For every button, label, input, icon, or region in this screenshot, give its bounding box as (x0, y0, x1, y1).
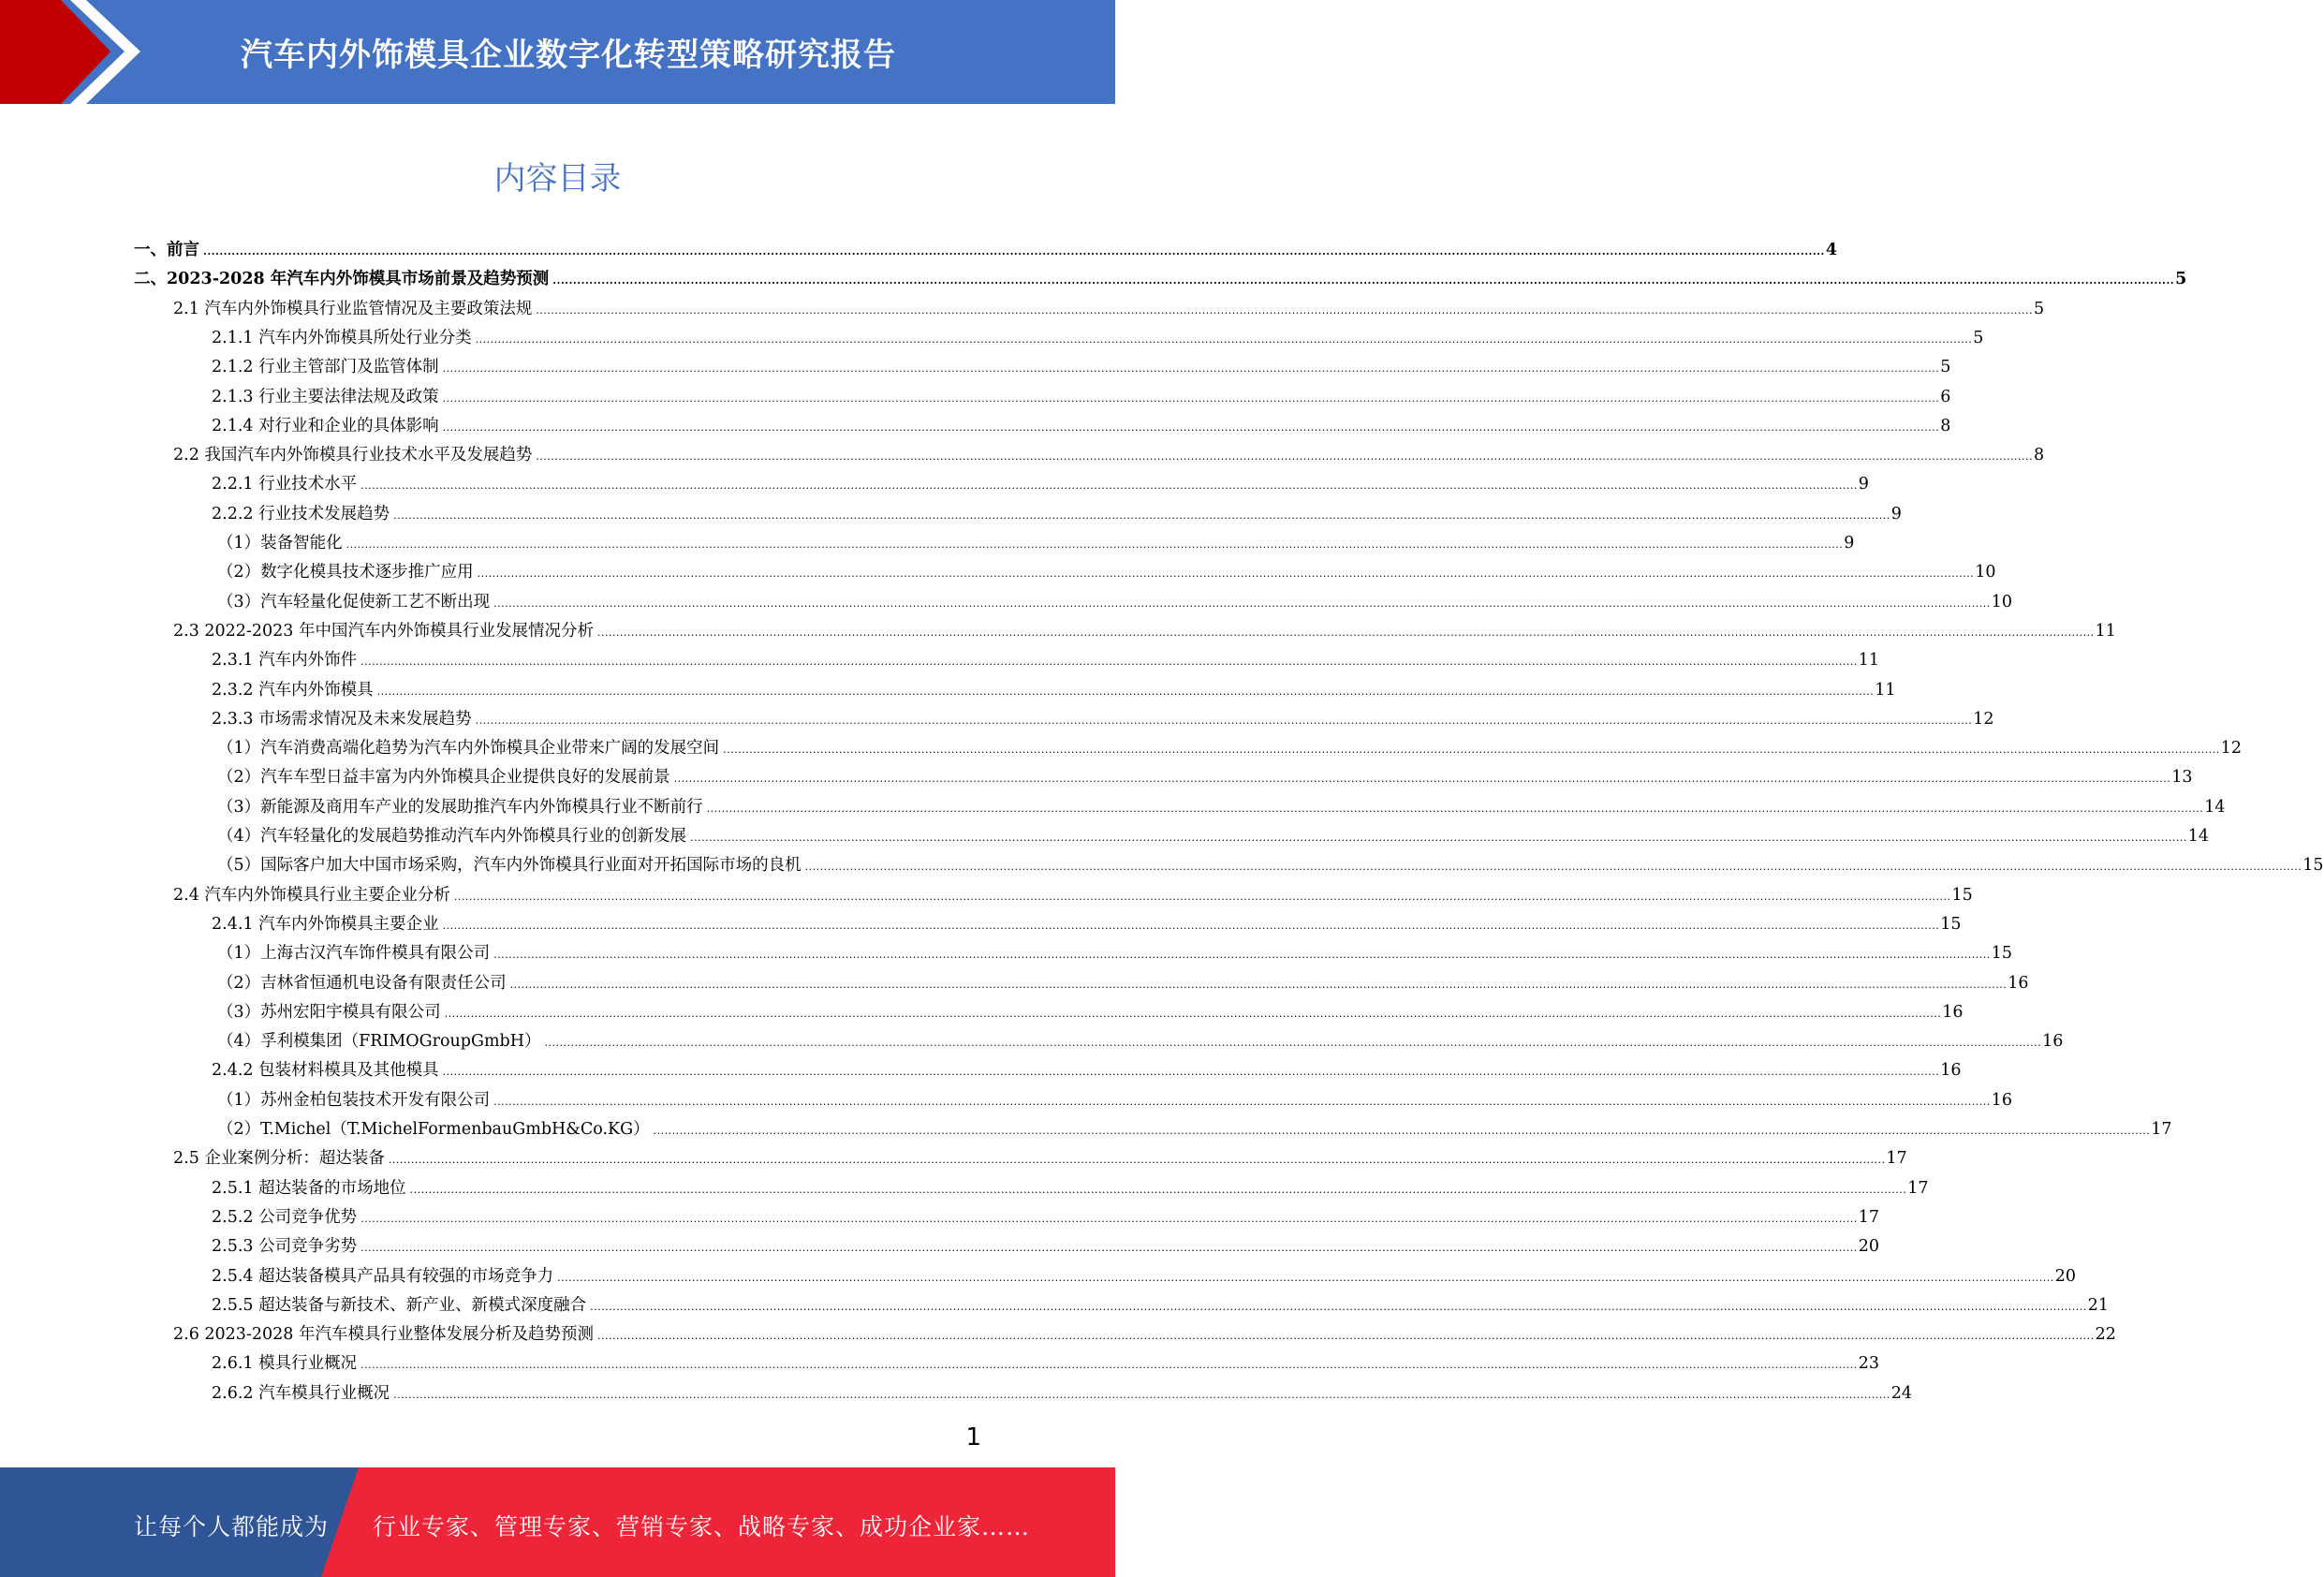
toc-leader-dots: ................................................................................................................................................................................................................................................................................................................................................................................................................ (360, 1359, 1858, 1372)
toc-entry-page: 8 (2034, 446, 2045, 465)
toc-leader-dots: ................................................................................................................................................................................................................................................................................................................................................................................................................ (590, 1300, 2087, 1313)
toc-entry-page: 20 (1858, 1237, 1880, 1257)
toc-leader-dots: ................................................................................................................................................................................................................................................................................................................................................................................................................ (706, 802, 2204, 815)
toc-leader-dots: ................................................................................................................................................................................................................................................................................................................................................................................................................ (804, 861, 2302, 874)
toc-leader-dots: ................................................................................................................................................................................................................................................................................................................................................................................................................ (393, 1388, 1890, 1401)
toc-entry[interactable] (217, 1087, 2013, 1110)
toc-entry-page: 11 (2095, 621, 2116, 641)
toc-entry[interactable] (212, 677, 1896, 700)
toc-entry-title: 2.4 汽车内外饰模具行业主要企业分析 (173, 885, 450, 905)
toc-entry-page: 15 (2302, 856, 2324, 876)
toc-entry-title: （2）数字化模具技术逐步推广应用 (217, 563, 474, 582)
toc-entry-page: 15 (1991, 944, 2013, 964)
toc-entry-page: 20 (2054, 1266, 2077, 1286)
toc-entry[interactable] (212, 471, 1869, 494)
toc-entry-title: （5）国际客户加大中国市场采购，汽车内外饰模具行业面对开拓国际市场的良机 (217, 856, 802, 876)
toc-leader-dots: ................................................................................................................................................................................................................................................................................................................................................................................................................ (346, 538, 1844, 551)
toc-entry[interactable] (217, 735, 2243, 759)
toc-entry-page: 15 (1940, 914, 1962, 934)
toc-entry-page: 15 (1951, 885, 1973, 905)
toc-entry-page: 17 (1886, 1149, 1907, 1169)
toc-entry-title: （4）汽车轻量化的发展趋势推动汽车内外饰模具行业的创新发展 (217, 827, 687, 846)
toc-leader-dots: ................................................................................................................................................................................................................................................................................................................................................................................................................ (360, 1242, 1858, 1255)
toc-entry-title: 2.1.3 行业主要法律法规及政策 (212, 387, 439, 406)
toc-entry-title: 2.5 企业案例分析：超达装备 (173, 1149, 385, 1169)
toc-entry[interactable] (212, 911, 1962, 934)
toc-entry-page: 16 (1940, 1061, 1962, 1081)
toc-entry[interactable] (212, 384, 1951, 406)
toc-entry-page: 9 (1844, 534, 1855, 553)
toc-leader-dots: ................................................................................................................................................................................................................................................................................................................................................................................................................ (409, 1183, 1907, 1196)
toc-entry-title: 2.1.2 行业主管部门及监管体制 (212, 358, 439, 377)
toc-entry[interactable] (212, 647, 1880, 671)
toc-heading: 内容目录 (493, 160, 622, 198)
toc-entry-page: 17 (2151, 1120, 2172, 1139)
page-number: 1 (965, 1423, 981, 1452)
toc-entry[interactable] (212, 1350, 1880, 1374)
toc-entry-title: （3）汽车轻量化促使新工艺不断出现 (217, 592, 491, 612)
toc-entry[interactable] (212, 354, 1951, 377)
toc-leader-dots: ................................................................................................................................................................................................................................................................................................................................................................................................................ (393, 508, 1890, 522)
toc-entry-title: 2.6.1 模具行业概况 (212, 1354, 358, 1374)
toc-entry-title: 2.3 2022-2023 年中国汽车内外饰模具行业发展情况分析 (173, 621, 594, 641)
toc-entry-title: 2.5.2 公司竞争优势 (212, 1207, 358, 1227)
toc-entry-title: 2.1 汽车内外饰模具行业监管情况及主要政策法规 (173, 299, 533, 318)
toc-leader-dots: ................................................................................................................................................................................................................................................................................................................................................................................................................ (444, 1007, 1942, 1020)
toc-leader-dots: ................................................................................................................................................................................................................................................................................................................................................................................................................ (536, 450, 2034, 464)
footer-slogan-right: 行业专家、管理专家、营销专家、战略专家、成功企业家…… (373, 1513, 1031, 1540)
toc-entry-page: 16 (1991, 1090, 2013, 1110)
toc-entry-page: 12 (2220, 739, 2243, 759)
toc-entry-title: （2）汽车车型日益丰富为内外饰模具企业提供良好的发展前景 (217, 768, 670, 788)
toc-entry-page: 13 (2171, 768, 2193, 788)
toc-leader-dots: ................................................................................................................................................................................................................................................................................................................................................................................................................ (690, 832, 2187, 844)
toc-entry[interactable] (217, 823, 2210, 846)
toc-entry[interactable] (217, 589, 2013, 612)
toc-leader-dots: ................................................................................................................................................................................................................................................................................................................................................................................................................ (360, 656, 1858, 669)
toc-entry[interactable] (212, 1292, 2110, 1315)
toc-entry[interactable] (212, 1175, 1929, 1198)
toc-leader-dots: ................................................................................................................................................................................................................................................................................................................................................................................................................ (493, 1095, 1991, 1108)
toc-entry-page: 9 (1858, 475, 1869, 494)
toc-entry-title: 2.5.3 公司竞争劣势 (212, 1237, 358, 1257)
toc-entry[interactable] (217, 940, 2013, 964)
toc-entry[interactable] (212, 501, 1902, 523)
toc-entry-page: 11 (1875, 680, 1896, 700)
toc-leader-dots: ................................................................................................................................................................................................................................................................................................................................................................................................................ (376, 685, 1875, 698)
toc-entry[interactable] (173, 882, 1973, 905)
toc-entry-title: 一、前言 (134, 241, 199, 259)
toc-entry-page: 6 (1940, 387, 1951, 406)
footer-slogan-left: 让每个人都能成为 (134, 1513, 330, 1540)
toc-entry-page: 16 (2042, 1032, 2064, 1052)
toc-entry[interactable] (212, 1263, 2077, 1286)
toc-entry[interactable] (217, 999, 1964, 1022)
toc-entry-title: 2.3.1 汽车内外饰件 (212, 651, 358, 671)
toc-entry-title: （1）上海古汉汽车饰件模具有限公司 (217, 944, 491, 964)
toc-entry-page: 10 (1975, 563, 1996, 582)
toc-entry-page: 5 (2175, 270, 2187, 289)
toc-entry-page: 8 (1940, 416, 1951, 435)
toc-entry[interactable] (217, 970, 2029, 993)
toc-entry-title: 2.3.2 汽车内外饰模具 (212, 680, 374, 700)
toc-entry-title: 2.5.5 超达装备与新技术、新产业、新模式深度融合 (212, 1295, 587, 1315)
toc-entry-page: 23 (1858, 1354, 1880, 1374)
toc-entry-title: （3）新能源及商用车产业的发展助推汽车内外饰模具行业不断前行 (217, 797, 703, 817)
toc-leader-dots: ................................................................................................................................................................................................................................................................................................................................................................................................................ (388, 1154, 1886, 1167)
toc-leader-dots: ................................................................................................................................................................................................................................................................................................................................................................................................................ (536, 303, 2034, 317)
toc-entry-page: 22 (2095, 1325, 2116, 1345)
toc-entry[interactable] (217, 852, 2324, 876)
toc-entry-title: 2.1.1 汽车内外饰模具所处行业分类 (212, 328, 472, 347)
toc-entry-page: 14 (2187, 827, 2210, 846)
toc-entry-page: 4 (1825, 241, 1838, 259)
toc-entry-title: 2.6.2 汽车模具行业概况 (212, 1383, 390, 1403)
toc-leader-dots: ................................................................................................................................................................................................................................................................................................................................................................................................................ (203, 245, 1825, 258)
toc-leader-dots: ................................................................................................................................................................................................................................................................................................................................................................................................................ (552, 274, 2175, 287)
toc-entry-page: 16 (2008, 973, 2029, 993)
toc-entry[interactable] (212, 325, 1984, 347)
toc-entry[interactable] (212, 706, 1994, 729)
toc-entry[interactable] (212, 1233, 1880, 1257)
toc-entry-page: 5 (1973, 328, 1984, 347)
toc-entry-page: 5 (1940, 358, 1951, 377)
toc-entry-title: 2.3.3 市场需求情况及未来发展趋势 (212, 709, 472, 729)
toc-entry-title: 二、2023-2028 年汽车内外饰模具市场前景及趋势预测 (134, 270, 550, 289)
toc-leader-dots: ................................................................................................................................................................................................................................................................................................................................................................................................................ (442, 420, 1940, 434)
toc-entry[interactable] (217, 559, 1996, 582)
toc-entry[interactable] (217, 1116, 2172, 1139)
toc-entry-title: 2.2.2 行业技术发展趋势 (212, 504, 390, 523)
toc-entry-page: 10 (1991, 592, 2013, 612)
toc-entry[interactable] (134, 237, 1838, 259)
toc-entry-page: 17 (1907, 1178, 1929, 1198)
toc-entry[interactable] (173, 1145, 1907, 1169)
toc-entry-title: （3）苏州宏阳宇模具有限公司 (217, 1002, 441, 1022)
toc-entry[interactable] (217, 764, 2193, 788)
toc-leader-dots: ................................................................................................................................................................................................................................................................................................................................................................................................................ (475, 332, 1973, 346)
toc-leader-dots: ................................................................................................................................................................................................................................................................................................................................................................................................................ (442, 919, 1940, 932)
toc-entry-page: 14 (2204, 797, 2226, 817)
toc-entry-page: 5 (2034, 299, 2045, 318)
toc-entry-title: 2.6 2023-2028 年汽车模具行业整体发展分析及趋势预测 (173, 1325, 594, 1345)
toc-entry[interactable] (217, 530, 1855, 553)
toc-leader-dots: ................................................................................................................................................................................................................................................................................................................................................................................................................ (673, 773, 2171, 786)
toc-entry-title: （2）吉林省恒通机电设备有限责任公司 (217, 973, 507, 993)
toc-entry[interactable] (217, 1028, 2064, 1052)
toc-entry[interactable] (173, 1321, 2116, 1345)
toc-entry-title: 2.4.2 包装材料模具及其他模具 (212, 1061, 439, 1081)
toc-entry-title: 2.5.4 超达装备模具产品具有较强的市场竞争力 (212, 1266, 554, 1286)
toc-entry[interactable] (173, 296, 2045, 318)
toc-entry[interactable] (134, 266, 2187, 289)
toc-leader-dots: ................................................................................................................................................................................................................................................................................................................................................................................................................ (493, 597, 1991, 610)
toc-leader-dots: ................................................................................................................................................................................................................................................................................................................................................................................................................ (360, 1212, 1858, 1225)
toc-entry-title: 2.2 我国汽车内外饰模具行业技术水平及发展趋势 (173, 446, 533, 465)
toc-entry-title: （1）装备智能化 (217, 534, 343, 553)
toc-leader-dots: ................................................................................................................................................................................................................................................................................................................................................................................................................ (453, 890, 1951, 903)
toc-entry[interactable] (212, 1380, 1913, 1403)
report-title: 汽车内外饰模具企业数字化转型策略研究报告 (241, 37, 896, 74)
toc-entry[interactable] (212, 413, 1951, 435)
toc-leader-dots: ................................................................................................................................................................................................................................................................................................................................................................................................................ (360, 479, 1858, 493)
toc-entry-page: 12 (1973, 709, 1994, 729)
toc-leader-dots: ................................................................................................................................................................................................................................................................................................................................................................................................................ (544, 1037, 2042, 1050)
toc-entry-title: 2.4.1 汽车内外饰模具主要企业 (212, 914, 439, 934)
toc-entry-page: 24 (1890, 1383, 1913, 1403)
toc-entry-title: 2.5.1 超达装备的市场地位 (212, 1178, 406, 1198)
toc-entry[interactable] (173, 618, 2116, 641)
toc-leader-dots: ................................................................................................................................................................................................................................................................................................................................................................................................................ (596, 1330, 2095, 1343)
toc-leader-dots: ................................................................................................................................................................................................................................................................................................................................................................................................................ (653, 1125, 2151, 1137)
toc-entry-title: 2.1.4 对行业和企业的具体影响 (212, 416, 439, 435)
toc-entry-page: 9 (1890, 504, 1902, 523)
toc-entry-page: 11 (1858, 651, 1880, 671)
toc-leader-dots: ................................................................................................................................................................................................................................................................................................................................................................................................................ (557, 1271, 2054, 1284)
toc-leader-dots: ................................................................................................................................................................................................................................................................................................................................................................................................................ (596, 626, 2095, 639)
toc-entry-page: 17 (1858, 1207, 1880, 1227)
toc-entry[interactable] (217, 794, 2226, 817)
toc-entry[interactable] (212, 1057, 1962, 1081)
toc-leader-dots: ................................................................................................................................................................................................................................................................................................................................................................................................................ (442, 362, 1940, 376)
toc-entry[interactable] (212, 1204, 1880, 1227)
toc-leader-dots: ................................................................................................................................................................................................................................................................................................................................................................................................................ (442, 391, 1940, 405)
toc-leader-dots: ................................................................................................................................................................................................................................................................................................................................................................................................................ (509, 978, 2008, 991)
toc-leader-dots: ................................................................................................................................................................................................................................................................................................................................................................................................................ (723, 744, 2220, 757)
toc-entry-page: 16 (1942, 1002, 1964, 1022)
toc-entry-title: （2）T.Michel（T.MichelFormenbauGmbH&Co.KG） (217, 1120, 650, 1139)
toc-entry-title: （1）汽车消费高端化趋势为汽车内外饰模具企业带来广阔的发展空间 (217, 739, 720, 759)
toc-entry-title: （4）孚利模集团（FRIMOGroupGmbH） (217, 1032, 541, 1052)
toc-leader-dots: ................................................................................................................................................................................................................................................................................................................................................................................................................ (477, 567, 1975, 581)
toc-leader-dots: ................................................................................................................................................................................................................................................................................................................................................................................................................ (493, 949, 1991, 962)
toc-leader-dots: ................................................................................................................................................................................................................................................................................................................................................................................................................ (475, 714, 1973, 727)
toc-entry[interactable] (173, 442, 2045, 465)
toc-entry-title: （1）苏州金柏包装技术开发有限公司 (217, 1090, 491, 1110)
toc-leader-dots: ................................................................................................................................................................................................................................................................................................................................................................................................................ (442, 1066, 1940, 1079)
toc-entry-title: 2.2.1 行业技术水平 (212, 475, 358, 494)
toc-entry-page: 21 (2087, 1295, 2110, 1315)
